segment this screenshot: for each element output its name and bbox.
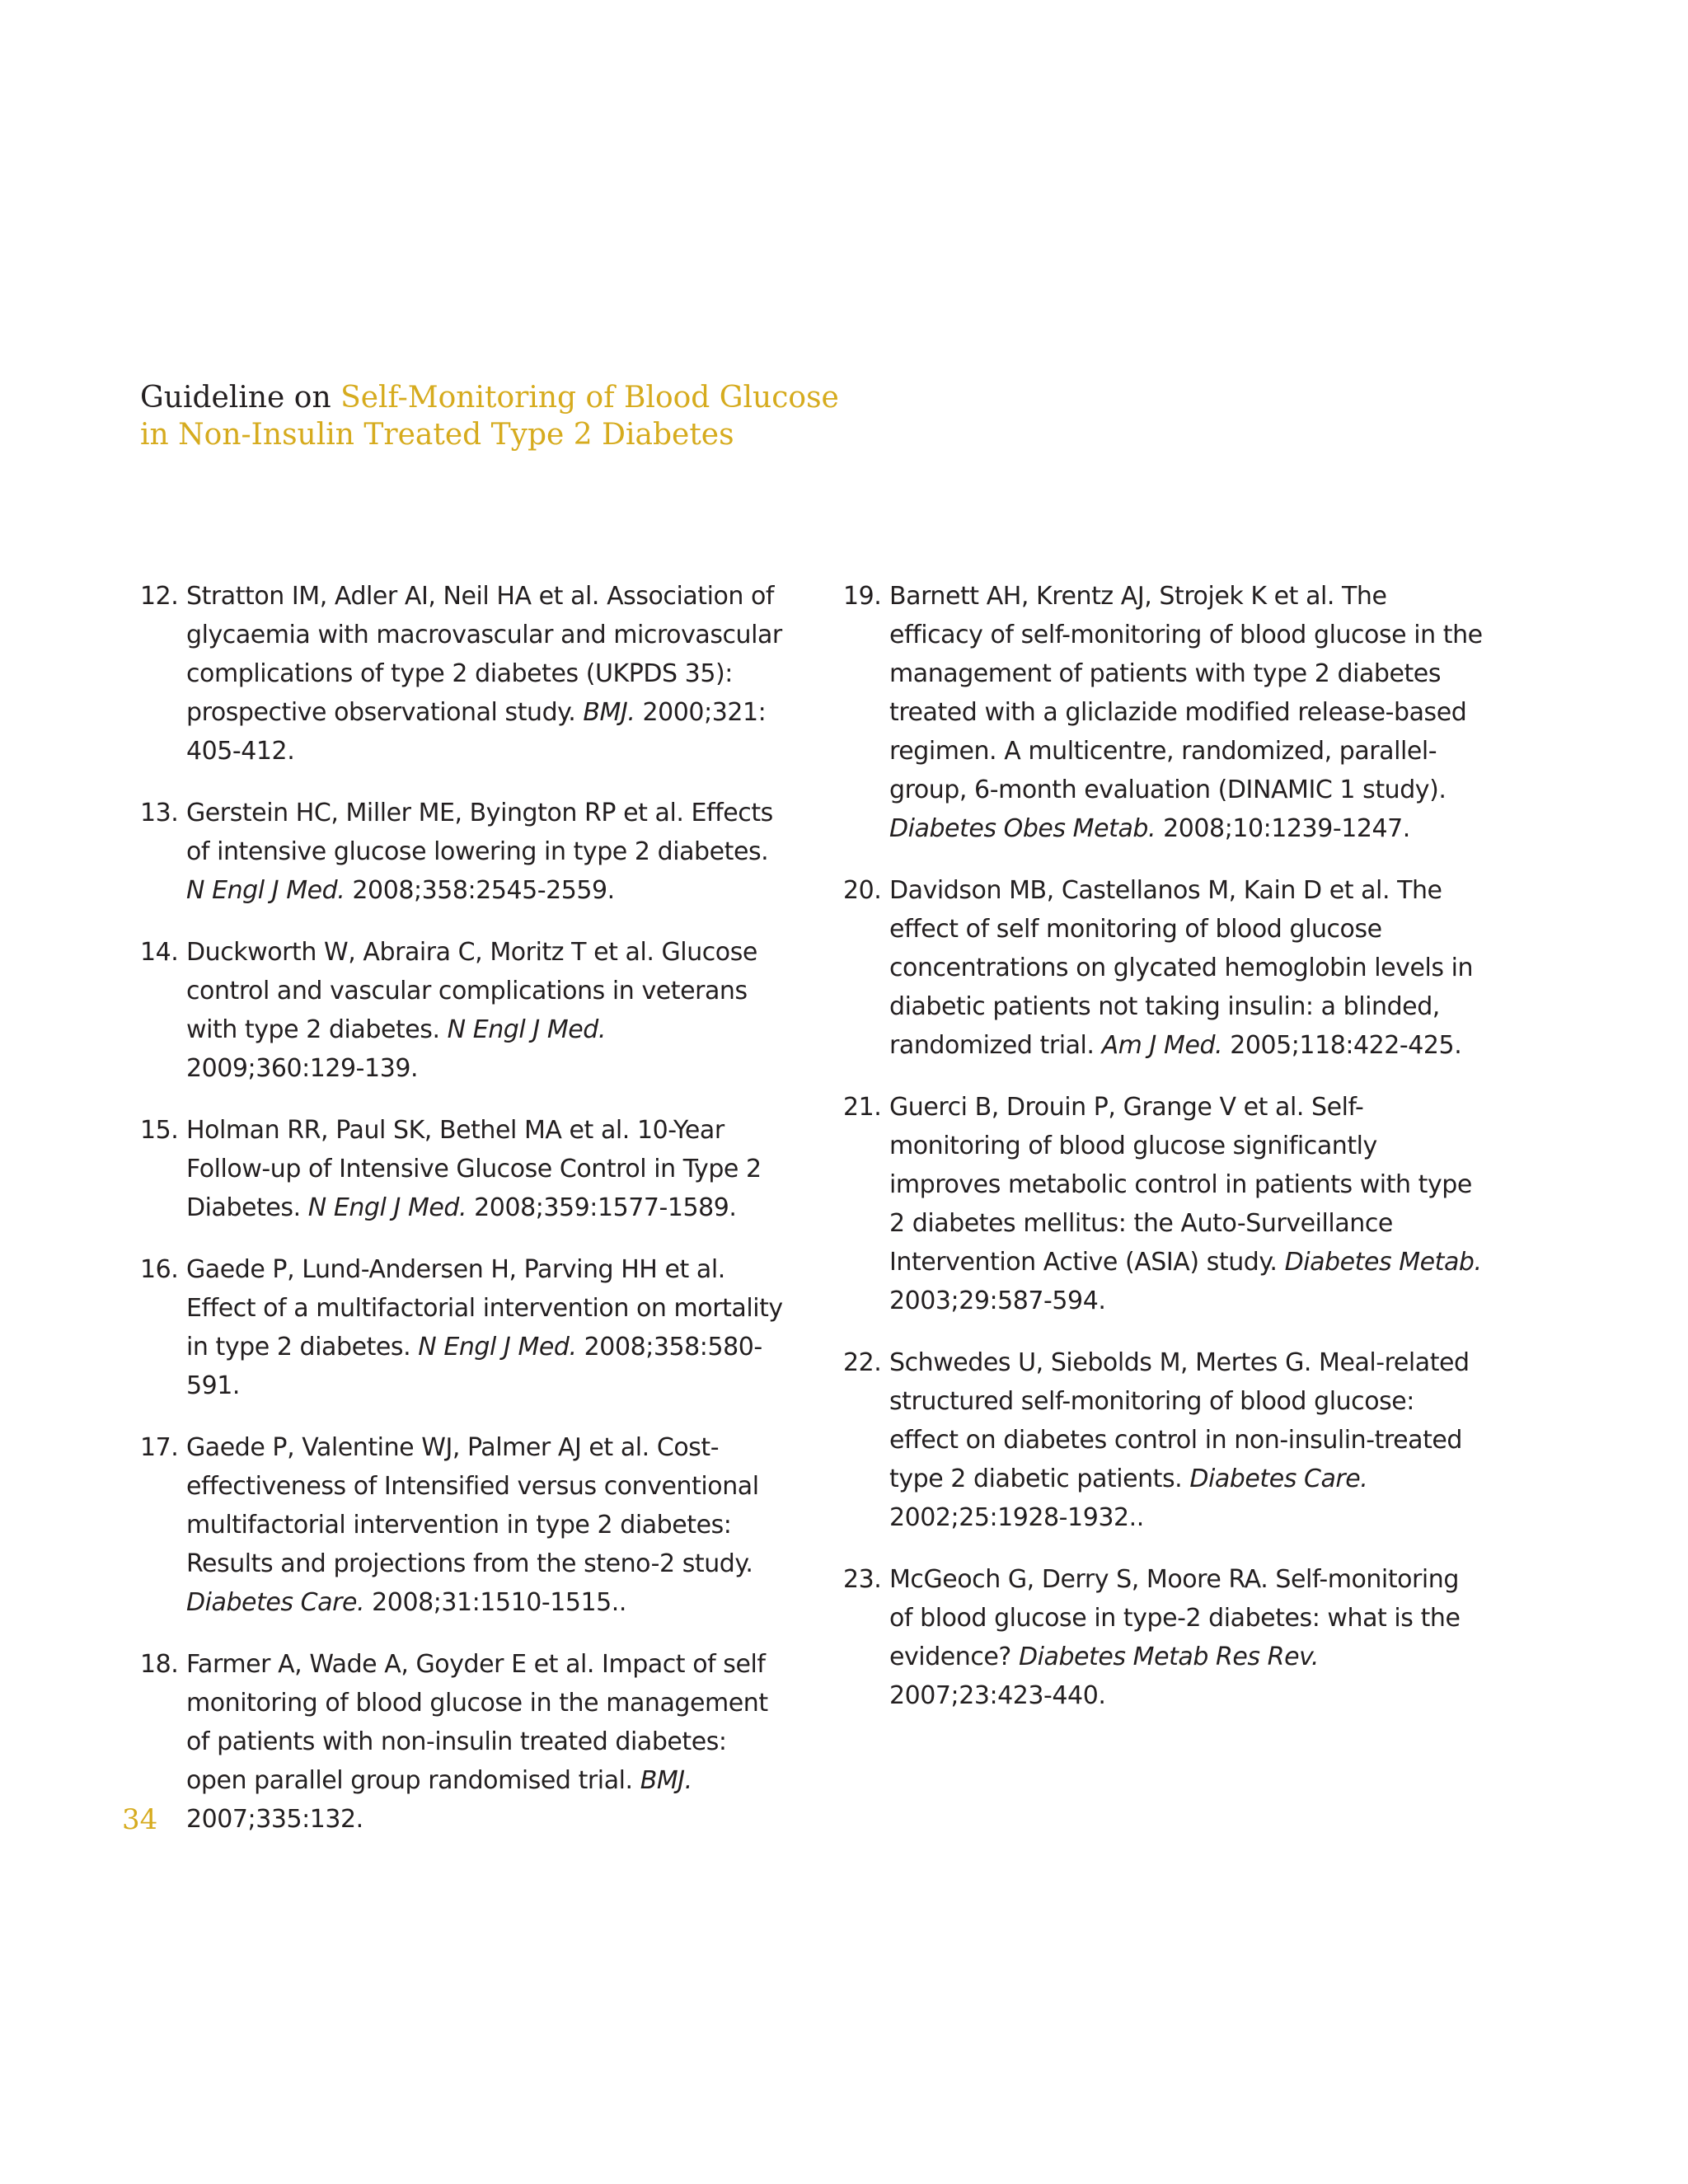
header-prefix: Guideline on xyxy=(140,381,341,415)
journal-name: N Engl J Med. xyxy=(186,876,345,905)
reference-text: Gerstein HC, Miller ME, Byington RP et al. Effects of intensive glucose lowering in type 2 diabetes. N Engl J Med. 2008;358:2545-2559. xyxy=(186,799,773,905)
header-title-line1: Self-Monitoring of Blood Glucose xyxy=(340,381,839,415)
reference-item xyxy=(140,1645,783,1839)
journal-name: Diabetes Metab Res Rev. xyxy=(1018,1643,1320,1671)
journal-name: N Engl J Med. xyxy=(307,1193,467,1222)
reference-item xyxy=(140,933,783,1088)
reference-text: Guerci B, Drouin P, Grange V et al. Self-monitoring of blood glucose significantly improves metabolic control in patients with type 2 diabetes mellitus: the Auto-Surveillance Intervention Active (ASIA) study. Diabetes Metab. 2003;29:587-594. xyxy=(889,1093,1482,1315)
journal-name: N Engl J Med. xyxy=(447,1015,606,1044)
references-right-column xyxy=(843,577,1486,1738)
reference-text: McGeoch G, Derry S, Moore RA. Self-monitoring of blood glucose in type-2 diabetes: what is the evidence? Diabetes Metab Res Rev. 2007;23:423-440. xyxy=(889,1565,1461,1710)
reference-item xyxy=(140,1250,783,1405)
page-number: 34 xyxy=(122,1803,158,1836)
journal-name: Diabetes Obes Metab. xyxy=(889,814,1156,843)
reference-text: Holman RR, Paul SK, Bethel MA et al. 10-Year Follow-up of Intensive Glucose Control in Type 2 Diabetes. N Engl J Med. 2008;359:1577-1589. xyxy=(186,1116,762,1222)
reference-item xyxy=(843,1560,1486,1715)
reference-item xyxy=(843,871,1486,1065)
journal-name: Diabetes Metab. xyxy=(1284,1248,1482,1277)
reference-number: 20. xyxy=(843,876,882,905)
reference-text: Schwedes U, Siebolds M, Mertes G. Meal-related structured self-monitoring of blood glucose: effect on diabetes control in non-insulin-treated type 2 diabetic patients. Diabetes Care. 2002;25:1928-1932.. xyxy=(889,1348,1470,1532)
reference-item xyxy=(140,1428,783,1622)
reference-item xyxy=(843,1088,1486,1320)
reference-number: 18. xyxy=(140,1650,179,1679)
reference-number: 13. xyxy=(140,799,179,827)
reference-number: 17. xyxy=(140,1433,179,1462)
journal-name: Diabetes Care. xyxy=(186,1588,365,1617)
reference-text: Gaede P, Lund-Andersen H, Parving HH et al. Effect of a multifactorial intervention on mortality in type 2 diabetes. N Engl J Med. 2008;358:580-591. xyxy=(186,1255,783,1400)
reference-number: 12. xyxy=(140,582,179,611)
reference-number: 19. xyxy=(843,582,882,611)
references-left-column xyxy=(140,577,783,1862)
reference-number: 23. xyxy=(843,1565,882,1594)
reference-item xyxy=(843,577,1486,848)
reference-number: 15. xyxy=(140,1116,179,1145)
reference-text: Stratton IM, Adler AI, Neil HA et al. Association of glycaemia with macrovascular and microvascular complications of type 2 diabetes (UKPDS 35): prospective observational study. BMJ. 2000;321: 405-412. xyxy=(186,582,782,766)
header-line-1 xyxy=(140,379,964,416)
reference-text: Farmer A, Wade A, Goyder E et al. Impact of self monitoring of blood glucose in the management of patients with non-insulin treated diabetes: open parallel group randomised trial. BMJ. 2007;335:132. xyxy=(186,1650,768,1834)
journal-name: N Engl J Med. xyxy=(418,1333,577,1361)
reference-text: Davidson MB, Castellanos M, Kain D et al. The effect of self monitoring of blood glucose concentrations on glycated hemoglobin levels in diabetic patients not taking insulin: a blinded, randomized trial. Am J Med. 2005;118:422-425. xyxy=(889,876,1474,1060)
reference-text: Barnett AH, Krentz AJ, Strojek K et al. The efficacy of self-monitoring of blood glucose in the management of patients with type 2 diabetes treated with a gliclazide modified release-based regimen. A multicentre, randomized, parallel-group, 6-month evaluation (DINAMIC 1 study). Diabetes Obes Metab. 2008;10:1239-1247. xyxy=(889,582,1483,843)
reference-number: 22. xyxy=(843,1348,882,1377)
reference-text: Gaede P, Valentine WJ, Palmer AJ et al. Cost-effectiveness of Intensified versus conventional multifactorial intervention in type 2 diabetes: Results and projections from the steno-2 study. Diabetes Care. 2008;31:1510-1515.. xyxy=(186,1433,759,1617)
reference-text: Duckworth W, Abraira C, Moritz T et al. Glucose control and vascular complications in veterans with type 2 diabetes. N Engl J Med. 2009;360:129-139. xyxy=(186,938,757,1083)
reference-item xyxy=(140,1111,783,1227)
reference-number: 16. xyxy=(140,1255,179,1284)
journal-name: Am J Med. xyxy=(1101,1031,1223,1060)
journal-name: BMJ. xyxy=(583,698,635,727)
page-header xyxy=(140,379,964,453)
reference-item xyxy=(140,577,783,771)
reference-number: 21. xyxy=(843,1093,882,1122)
journal-name: BMJ. xyxy=(640,1766,692,1795)
reference-number: 14. xyxy=(140,938,179,967)
header-title-line2: in Non-Insulin Treated Type 2 Diabetes xyxy=(140,418,734,452)
journal-name: Diabetes Care. xyxy=(1189,1465,1368,1493)
reference-item xyxy=(140,794,783,910)
reference-item xyxy=(843,1343,1486,1537)
